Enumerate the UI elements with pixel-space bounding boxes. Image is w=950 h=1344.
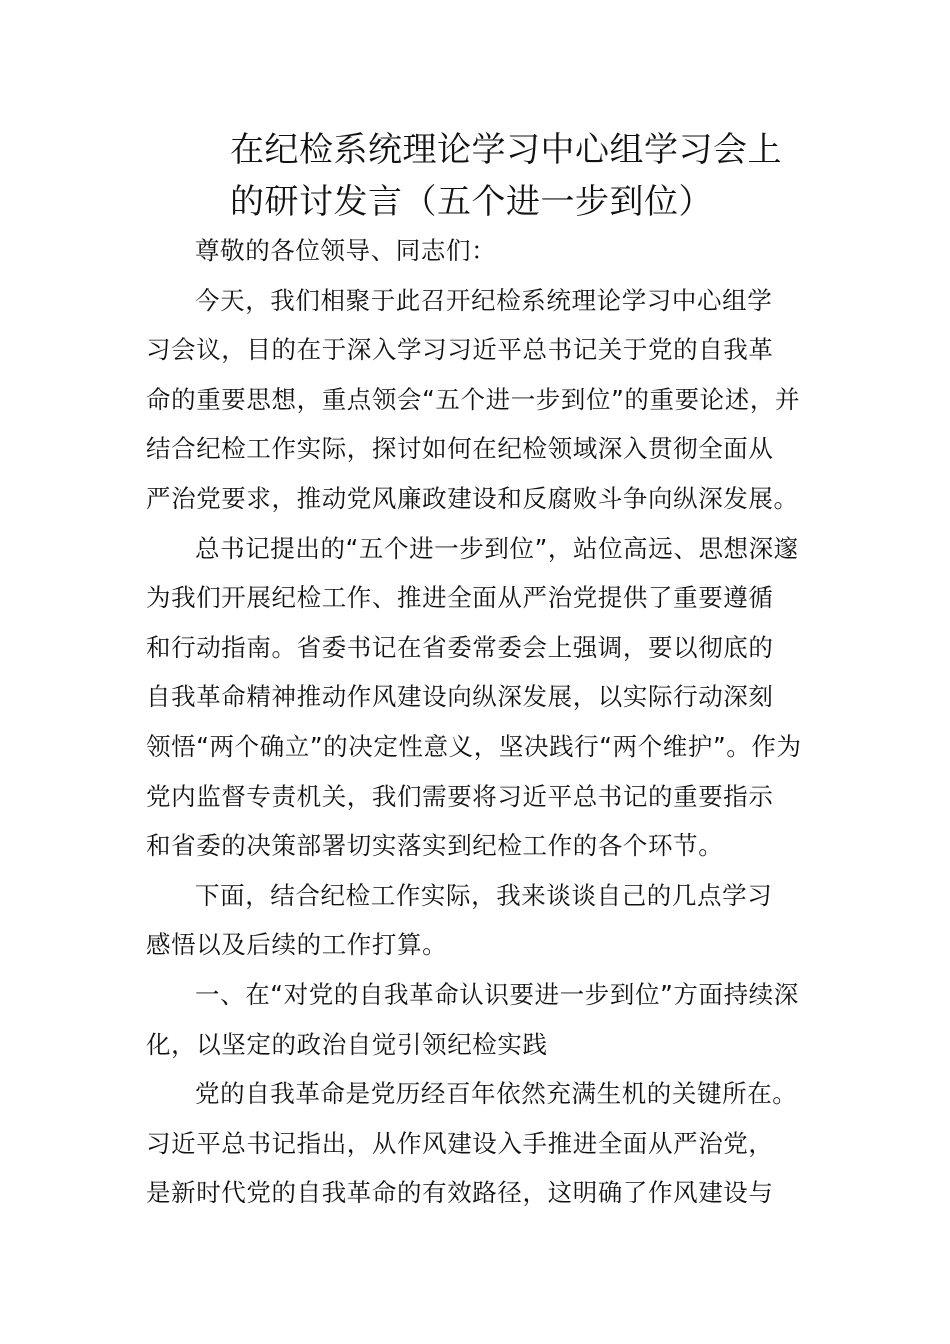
section-heading-1 bbox=[146, 970, 808, 1069]
paragraph-line: 结合纪检工作实际，探讨如何在纪检领域深入贯彻全面从 bbox=[146, 434, 774, 464]
paragraph-line: 今天，我们相聚于此召开纪检系统理论学习中心组学 bbox=[195, 285, 773, 315]
title-line-1: 在纪检系统理论学习中心组学习会上 bbox=[230, 130, 782, 170]
paragraph-line: 是新时代党的自我革命的有效路径，这明确了作风建设与 bbox=[146, 1178, 774, 1208]
salutation bbox=[146, 226, 808, 276]
paragraph-3 bbox=[146, 871, 808, 970]
paragraph-line: 命的重要思想，重点领会“五个进一步到位”的重要论述，并 bbox=[146, 384, 801, 414]
paragraph-1 bbox=[146, 276, 808, 524]
paragraph-line: 和省委的决策部署切实落实到纪检工作的各个环节。 bbox=[146, 831, 724, 861]
paragraph-2 bbox=[146, 524, 808, 871]
heading-line: 一、在“对党的自我革命认识要进一步到位”方面持续深 bbox=[195, 979, 799, 1009]
document-body bbox=[146, 226, 808, 1218]
paragraph-line: 习会议，目的在于深入学习习近平总书记关于党的自我革 bbox=[146, 335, 774, 365]
paragraph-line: 严治党要求，推动党风廉政建设和反腐败斗争向纵深发展。 bbox=[146, 483, 799, 513]
paragraph-line: 和行动指南。省委书记在省委常委会上强调，要以彻底的 bbox=[146, 632, 774, 662]
heading-line: 化，以坚定的政治自觉引领纪检实践 bbox=[146, 1029, 548, 1059]
paragraph-4 bbox=[146, 1069, 808, 1218]
paragraph-line: 领悟“两个确立”的决定性意义，坚决践行“两个维护”。作为 bbox=[146, 731, 802, 761]
salutation-line: 尊敬的各位领导、同志们： bbox=[195, 236, 497, 265]
paragraph-line: 下面，结合纪检工作实际，我来谈谈自己的几点学习 bbox=[195, 880, 773, 910]
document-title bbox=[230, 124, 830, 228]
paragraph-line: 党的自我革命是党历经百年依然充满生机的关键所在。 bbox=[195, 1079, 798, 1109]
paragraph-line: 为我们开展纪检工作、推进全面从严治党提供了重要遵循 bbox=[146, 583, 774, 613]
paragraph-line: 党内监督专责机关，我们需要将习近平总书记的重要指示 bbox=[146, 781, 774, 811]
paragraph-line: 自我革命精神推动作风建设向纵深发展，以实际行动深刻 bbox=[146, 682, 774, 712]
paragraph-line: 总书记提出的“五个进一步到位”，站位高远、思想深邃 bbox=[195, 533, 799, 563]
title-line-2: 的研讨发言（五个进一步到位） bbox=[230, 182, 713, 222]
paragraph-line: 习近平总书记指出，从作风建设入手推进全面从严治党， bbox=[146, 1128, 774, 1158]
paragraph-line: 感悟以及后续的工作打算。 bbox=[146, 930, 448, 960]
